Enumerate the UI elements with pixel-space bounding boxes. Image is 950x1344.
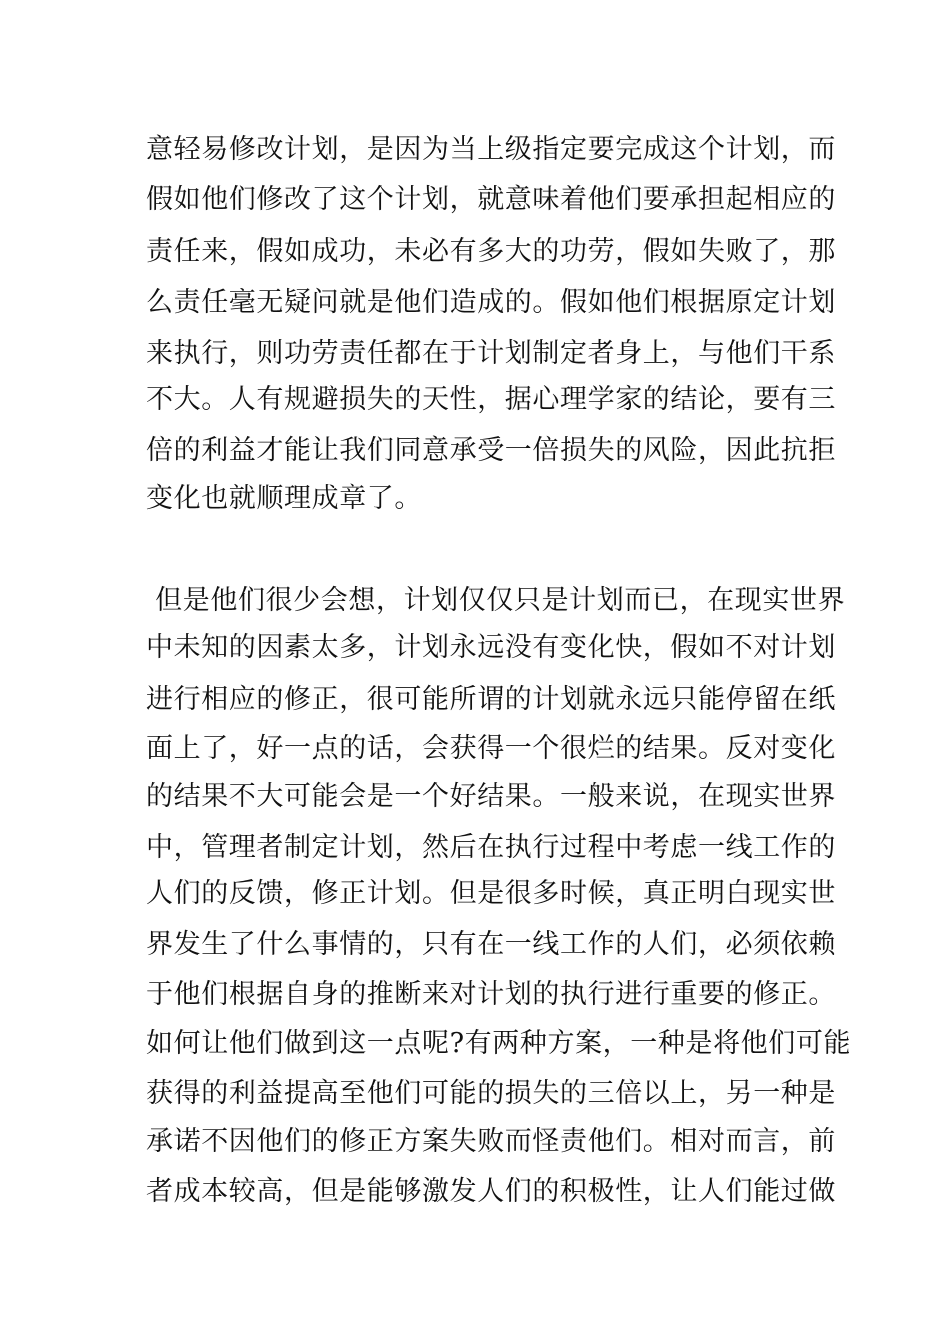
text-line: 人们的反馈，修正计划。但是很多时候，真正明白现实世 [146,878,836,909]
text-line: 来执行，则功劳责任都在于计划制定者身上，与他们干系 [146,338,836,369]
text-line: 的结果不大可能会是一个好结果。一般来说，在现实世界 [146,781,836,812]
text-line: 者成本较高，但是能够激发人们的积极性，让人们能过做 [146,1176,836,1207]
text-line: 承诺不因他们的修正方案失败而怪责他们。相对而言，前 [146,1126,836,1157]
text-line: 倍的利益才能让我们同意承受一倍损失的风险，因此抗拒 [146,435,836,466]
text-line: 意轻易修改计划，是因为当上级指定要完成这个计划，而 [146,134,836,165]
text-line: 界发生了什么事情的，只有在一线工作的人们，必须依赖 [146,929,836,960]
text-line: 不大。人有规避损失的天性，据心理学家的结论，要有三 [146,384,836,415]
text-line: 面上了，好一点的话，会获得一个很烂的结果。反对变化 [146,733,836,764]
text-line: 假如他们修改了这个计划，就意味着他们要承担起相应的 [146,184,836,215]
text-line: 中，管理者制定计划，然后在执行过程中考虑一线工作的 [146,832,836,863]
text-line: 如何让他们做到这一点呢?有两种方案，一种是将他们可能 [146,1028,852,1059]
text-line: 获得的利益提高至他们可能的损失的三倍以上，另一种是 [146,1078,836,1109]
text-line: 责任来，假如成功，未必有多大的功劳，假如失败了，那 [146,236,836,267]
text-line: 么责任毫无疑问就是他们造成的。假如他们根据原定计划 [146,287,836,318]
text-line: 变化也就顺理成章了。 [146,483,422,514]
text-line: 中未知的因素太多，计划永远没有变化快，假如不对计划 [146,632,836,663]
text-line: 进行相应的修正，很可能所谓的计划就永远只能停留在纸 [146,684,836,715]
text-line: 于他们根据自身的推断来对计划的执行进行重要的修正。 [146,979,836,1010]
text-line: 但是他们很少会想，计划仅仅只是计划而已，在现实世界 [146,585,846,616]
